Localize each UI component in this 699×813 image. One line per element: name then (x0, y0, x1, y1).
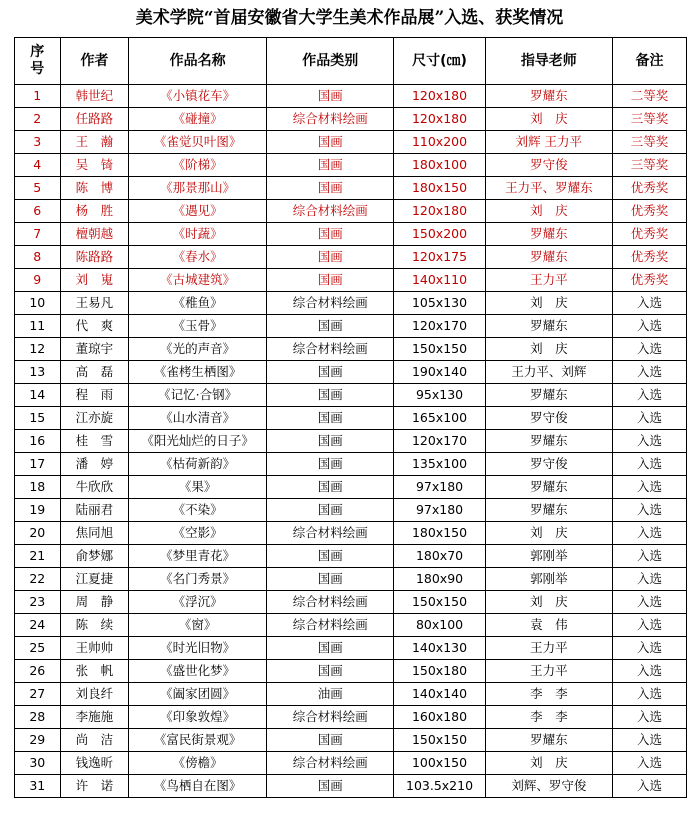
cell-work: 《浮沉》 (129, 591, 267, 614)
cell-category: 国画 (266, 430, 394, 453)
cell-teacher: 罗耀东 (485, 476, 613, 499)
cell-teacher: 刘 庆 (485, 200, 613, 223)
cell-teacher: 罗耀东 (485, 315, 613, 338)
cell-remark: 入选 (613, 430, 687, 453)
cell-category: 国画 (266, 154, 394, 177)
cell-no: 3 (15, 131, 61, 154)
cell-teacher: 罗耀东 (485, 223, 613, 246)
cell-work: 《雀觉贝叶图》 (129, 131, 267, 154)
table-row (15, 660, 687, 683)
cell-author: 桂 雪 (60, 430, 129, 453)
cell-author: 王 瀚 (60, 131, 129, 154)
header-no: 序 号 (15, 38, 61, 85)
cell-category: 国画 (266, 315, 394, 338)
cell-size: 150x150 (394, 591, 485, 614)
cell-teacher: 罗守俊 (485, 453, 613, 476)
cell-size: 150x150 (394, 729, 485, 752)
cell-author: 潘 婷 (60, 453, 129, 476)
table-row (15, 292, 687, 315)
cell-category: 国画 (266, 660, 394, 683)
cell-no: 27 (15, 683, 61, 706)
cell-work: 《雀栲生栖图》 (129, 361, 267, 384)
cell-category: 国画 (266, 453, 394, 476)
cell-author: 董琼宇 (60, 338, 129, 361)
cell-remark: 入选 (613, 476, 687, 499)
cell-work: 《枯荷新韵》 (129, 453, 267, 476)
cell-work: 《碰撞》 (129, 108, 267, 131)
cell-category: 综合材料绘画 (266, 292, 394, 315)
cell-author: 江亦旋 (60, 407, 129, 430)
cell-size: 150x180 (394, 660, 485, 683)
cell-size: 105x130 (394, 292, 485, 315)
cell-category: 国画 (266, 361, 394, 384)
cell-work: 《傍檐》 (129, 752, 267, 775)
cell-teacher: 罗耀东 (485, 499, 613, 522)
cell-author: 陈 续 (60, 614, 129, 637)
cell-category: 综合材料绘画 (266, 706, 394, 729)
cell-work: 《春水》 (129, 246, 267, 269)
cell-no: 4 (15, 154, 61, 177)
cell-no: 28 (15, 706, 61, 729)
cell-work: 《梦里青花》 (129, 545, 267, 568)
header-row (15, 38, 687, 85)
cell-size: 180x90 (394, 568, 485, 591)
cell-teacher: 李 李 (485, 683, 613, 706)
cell-size: 140x140 (394, 683, 485, 706)
cell-size: 140x130 (394, 637, 485, 660)
cell-no: 22 (15, 568, 61, 591)
cell-no: 19 (15, 499, 61, 522)
cell-author: 陆丽君 (60, 499, 129, 522)
cell-teacher: 刘 庆 (485, 292, 613, 315)
table-row (15, 568, 687, 591)
cell-no: 31 (15, 775, 61, 798)
cell-teacher: 刘 庆 (485, 108, 613, 131)
cell-teacher: 刘辉、罗守俊 (485, 775, 613, 798)
cell-remark: 二等奖 (613, 85, 687, 108)
cell-author: 代 爽 (60, 315, 129, 338)
cell-category: 综合材料绘画 (266, 338, 394, 361)
cell-remark: 入选 (613, 775, 687, 798)
cell-teacher: 王力平、罗耀东 (485, 177, 613, 200)
header-author: 作者 (60, 38, 129, 85)
cell-work: 《印象敦煌》 (129, 706, 267, 729)
cell-size: 120x170 (394, 430, 485, 453)
cell-no: 21 (15, 545, 61, 568)
table-row (15, 246, 687, 269)
cell-remark: 入选 (613, 568, 687, 591)
cell-work: 《果》 (129, 476, 267, 499)
cell-remark: 三等奖 (613, 108, 687, 131)
cell-category: 综合材料绘画 (266, 614, 394, 637)
cell-teacher: 王力平 (485, 269, 613, 292)
cell-no: 18 (15, 476, 61, 499)
table-row (15, 269, 687, 292)
cell-no: 29 (15, 729, 61, 752)
cell-work: 《盛世化梦》 (129, 660, 267, 683)
cell-size: 140x110 (394, 269, 485, 292)
cell-no: 30 (15, 752, 61, 775)
cell-size: 97x180 (394, 499, 485, 522)
table-row (15, 614, 687, 637)
cell-teacher: 罗耀东 (485, 246, 613, 269)
header-category: 作品类别 (266, 38, 394, 85)
cell-no: 7 (15, 223, 61, 246)
cell-no: 12 (15, 338, 61, 361)
cell-teacher: 郭刚举 (485, 545, 613, 568)
cell-no: 24 (15, 614, 61, 637)
cell-remark: 入选 (613, 614, 687, 637)
table-row (15, 752, 687, 775)
cell-category: 国画 (266, 775, 394, 798)
cell-no: 20 (15, 522, 61, 545)
cell-work: 《富民街景观》 (129, 729, 267, 752)
cell-work: 《记忆·合钢》 (129, 384, 267, 407)
table-row (15, 338, 687, 361)
results-table (14, 37, 687, 798)
cell-remark: 优秀奖 (613, 246, 687, 269)
cell-teacher: 罗守俊 (485, 154, 613, 177)
cell-no: 13 (15, 361, 61, 384)
table-row (15, 154, 687, 177)
cell-remark: 优秀奖 (613, 177, 687, 200)
table-row (15, 729, 687, 752)
cell-no: 11 (15, 315, 61, 338)
table-row (15, 453, 687, 476)
page-title: 美术学院“首届安徽省大学生美术作品展”入选、获奖情况 (135, 8, 564, 28)
cell-teacher: 刘 庆 (485, 591, 613, 614)
cell-work: 《不染》 (129, 499, 267, 522)
cell-teacher: 罗耀东 (485, 430, 613, 453)
cell-size: 150x200 (394, 223, 485, 246)
cell-category: 综合材料绘画 (266, 591, 394, 614)
cell-teacher: 袁 伟 (485, 614, 613, 637)
table-row (15, 545, 687, 568)
cell-work: 《山水清音》 (129, 407, 267, 430)
cell-size: 120x170 (394, 315, 485, 338)
cell-work: 《阶梯》 (129, 154, 267, 177)
cell-no: 26 (15, 660, 61, 683)
cell-teacher: 刘辉 王力平 (485, 131, 613, 154)
cell-size: 180x100 (394, 154, 485, 177)
cell-size: 180x150 (394, 177, 485, 200)
cell-teacher: 刘 庆 (485, 338, 613, 361)
table-row (15, 108, 687, 131)
cell-remark: 入选 (613, 407, 687, 430)
cell-no: 16 (15, 430, 61, 453)
cell-size: 120x180 (394, 108, 485, 131)
cell-author: 许 诺 (60, 775, 129, 798)
header-remark: 备注 (613, 38, 687, 85)
cell-remark: 入选 (613, 729, 687, 752)
cell-work: 《鸟栖自在图》 (129, 775, 267, 798)
cell-work: 《阖家团圆》 (129, 683, 267, 706)
cell-category: 综合材料绘画 (266, 752, 394, 775)
cell-category: 国画 (266, 269, 394, 292)
cell-work: 《空影》 (129, 522, 267, 545)
cell-no: 5 (15, 177, 61, 200)
cell-no: 8 (15, 246, 61, 269)
cell-author: 尚 洁 (60, 729, 129, 752)
cell-size: 100x150 (394, 752, 485, 775)
cell-no: 23 (15, 591, 61, 614)
cell-category: 油画 (266, 683, 394, 706)
cell-no: 17 (15, 453, 61, 476)
cell-work: 《那景那山》 (129, 177, 267, 200)
table-row (15, 407, 687, 430)
cell-teacher: 刘 庆 (485, 522, 613, 545)
cell-remark: 入选 (613, 545, 687, 568)
cell-remark: 三等奖 (613, 154, 687, 177)
table-row (15, 85, 687, 108)
cell-author: 檀朝越 (60, 223, 129, 246)
cell-author: 陈路路 (60, 246, 129, 269)
cell-no: 6 (15, 200, 61, 223)
cell-category: 综合材料绘画 (266, 108, 394, 131)
table-row (15, 591, 687, 614)
cell-no: 10 (15, 292, 61, 315)
cell-author: 李施施 (60, 706, 129, 729)
cell-remark: 入选 (613, 660, 687, 683)
cell-remark: 优秀奖 (613, 223, 687, 246)
cell-remark: 入选 (613, 752, 687, 775)
cell-category: 国画 (266, 177, 394, 200)
cell-remark: 优秀奖 (613, 269, 687, 292)
cell-work: 《窗》 (129, 614, 267, 637)
cell-remark: 入选 (613, 292, 687, 315)
cell-remark: 入选 (613, 706, 687, 729)
cell-teacher: 李 李 (485, 706, 613, 729)
table-row (15, 200, 687, 223)
cell-author: 韩世纪 (60, 85, 129, 108)
cell-remark: 入选 (613, 315, 687, 338)
cell-author: 程 雨 (60, 384, 129, 407)
cell-remark: 入选 (613, 591, 687, 614)
table-row (15, 384, 687, 407)
cell-remark: 入选 (613, 338, 687, 361)
cell-size: 180x70 (394, 545, 485, 568)
cell-category: 国画 (266, 131, 394, 154)
cell-no: 14 (15, 384, 61, 407)
cell-work: 《阳光灿烂的日子》 (129, 430, 267, 453)
cell-no: 25 (15, 637, 61, 660)
cell-remark: 入选 (613, 522, 687, 545)
cell-author: 刘 嵬 (60, 269, 129, 292)
cell-category: 国画 (266, 246, 394, 269)
cell-size: 80x100 (394, 614, 485, 637)
cell-work: 《光的声音》 (129, 338, 267, 361)
cell-category: 综合材料绘画 (266, 522, 394, 545)
cell-size: 120x175 (394, 246, 485, 269)
table-row (15, 315, 687, 338)
cell-teacher: 王力平 (485, 637, 613, 660)
header-work: 作品名称 (129, 38, 267, 85)
cell-size: 103.5x210 (394, 775, 485, 798)
cell-teacher: 罗耀东 (485, 85, 613, 108)
cell-remark: 入选 (613, 683, 687, 706)
cell-work: 《遇见》 (129, 200, 267, 223)
table-row (15, 706, 687, 729)
cell-teacher: 罗耀东 (485, 729, 613, 752)
cell-author: 江夏捷 (60, 568, 129, 591)
cell-size: 120x180 (394, 200, 485, 223)
cell-author: 张 帆 (60, 660, 129, 683)
cell-remark: 入选 (613, 361, 687, 384)
table-body (15, 85, 687, 798)
cell-author: 牛欣欣 (60, 476, 129, 499)
cell-size: 150x150 (394, 338, 485, 361)
cell-remark: 入选 (613, 453, 687, 476)
cell-no: 15 (15, 407, 61, 430)
cell-teacher: 王力平、刘辉 (485, 361, 613, 384)
cell-category: 国画 (266, 407, 394, 430)
cell-teacher: 王力平 (485, 660, 613, 683)
cell-author: 陈 博 (60, 177, 129, 200)
table-row (15, 476, 687, 499)
cell-teacher: 郭刚举 (485, 568, 613, 591)
cell-category: 国画 (266, 499, 394, 522)
cell-size: 165x100 (394, 407, 485, 430)
table-row (15, 131, 687, 154)
cell-remark: 入选 (613, 637, 687, 660)
cell-author: 俞梦娜 (60, 545, 129, 568)
cell-size: 190x140 (394, 361, 485, 384)
cell-work: 《古城建筑》 (129, 269, 267, 292)
cell-size: 160x180 (394, 706, 485, 729)
cell-author: 周 静 (60, 591, 129, 614)
cell-author: 吴 锜 (60, 154, 129, 177)
table-row (15, 637, 687, 660)
table-row (15, 775, 687, 798)
cell-size: 110x200 (394, 131, 485, 154)
cell-no: 2 (15, 108, 61, 131)
cell-remark: 三等奖 (613, 131, 687, 154)
cell-work: 《小镇花车》 (129, 85, 267, 108)
cell-category: 国画 (266, 729, 394, 752)
cell-category: 国画 (266, 568, 394, 591)
cell-work: 《名门秀景》 (129, 568, 267, 591)
cell-category: 国画 (266, 545, 394, 568)
cell-author: 高 磊 (60, 361, 129, 384)
cell-no: 1 (15, 85, 61, 108)
cell-teacher: 刘 庆 (485, 752, 613, 775)
header-size: 尺寸(㎝) (394, 38, 485, 85)
table-row (15, 683, 687, 706)
cell-category: 国画 (266, 384, 394, 407)
cell-teacher: 罗耀东 (485, 384, 613, 407)
cell-category: 国画 (266, 637, 394, 660)
table-row (15, 430, 687, 453)
header-teacher: 指导老师 (485, 38, 613, 85)
cell-author: 王帅帅 (60, 637, 129, 660)
table-row (15, 177, 687, 200)
cell-work: 《时光旧物》 (129, 637, 267, 660)
cell-work: 《玉骨》 (129, 315, 267, 338)
table-row (15, 499, 687, 522)
cell-author: 杨 胜 (60, 200, 129, 223)
cell-category: 国画 (266, 476, 394, 499)
cell-remark: 入选 (613, 499, 687, 522)
cell-author: 焦同旭 (60, 522, 129, 545)
cell-no: 9 (15, 269, 61, 292)
cell-category: 综合材料绘画 (266, 200, 394, 223)
table-row (15, 522, 687, 545)
cell-author: 钱逸昕 (60, 752, 129, 775)
cell-author: 任路路 (60, 108, 129, 131)
cell-teacher: 罗守俊 (485, 407, 613, 430)
cell-size: 97x180 (394, 476, 485, 499)
cell-category: 国画 (266, 85, 394, 108)
cell-size: 95x130 (394, 384, 485, 407)
cell-size: 135x100 (394, 453, 485, 476)
table-row (15, 223, 687, 246)
cell-work: 《时蔬》 (129, 223, 267, 246)
cell-size: 180x150 (394, 522, 485, 545)
cell-author: 王易凡 (60, 292, 129, 315)
cell-size: 120x180 (394, 85, 485, 108)
cell-category: 国画 (266, 223, 394, 246)
table-row (15, 361, 687, 384)
cell-work: 《稚鱼》 (129, 292, 267, 315)
cell-author: 刘良纤 (60, 683, 129, 706)
cell-remark: 入选 (613, 384, 687, 407)
cell-remark: 优秀奖 (613, 200, 687, 223)
